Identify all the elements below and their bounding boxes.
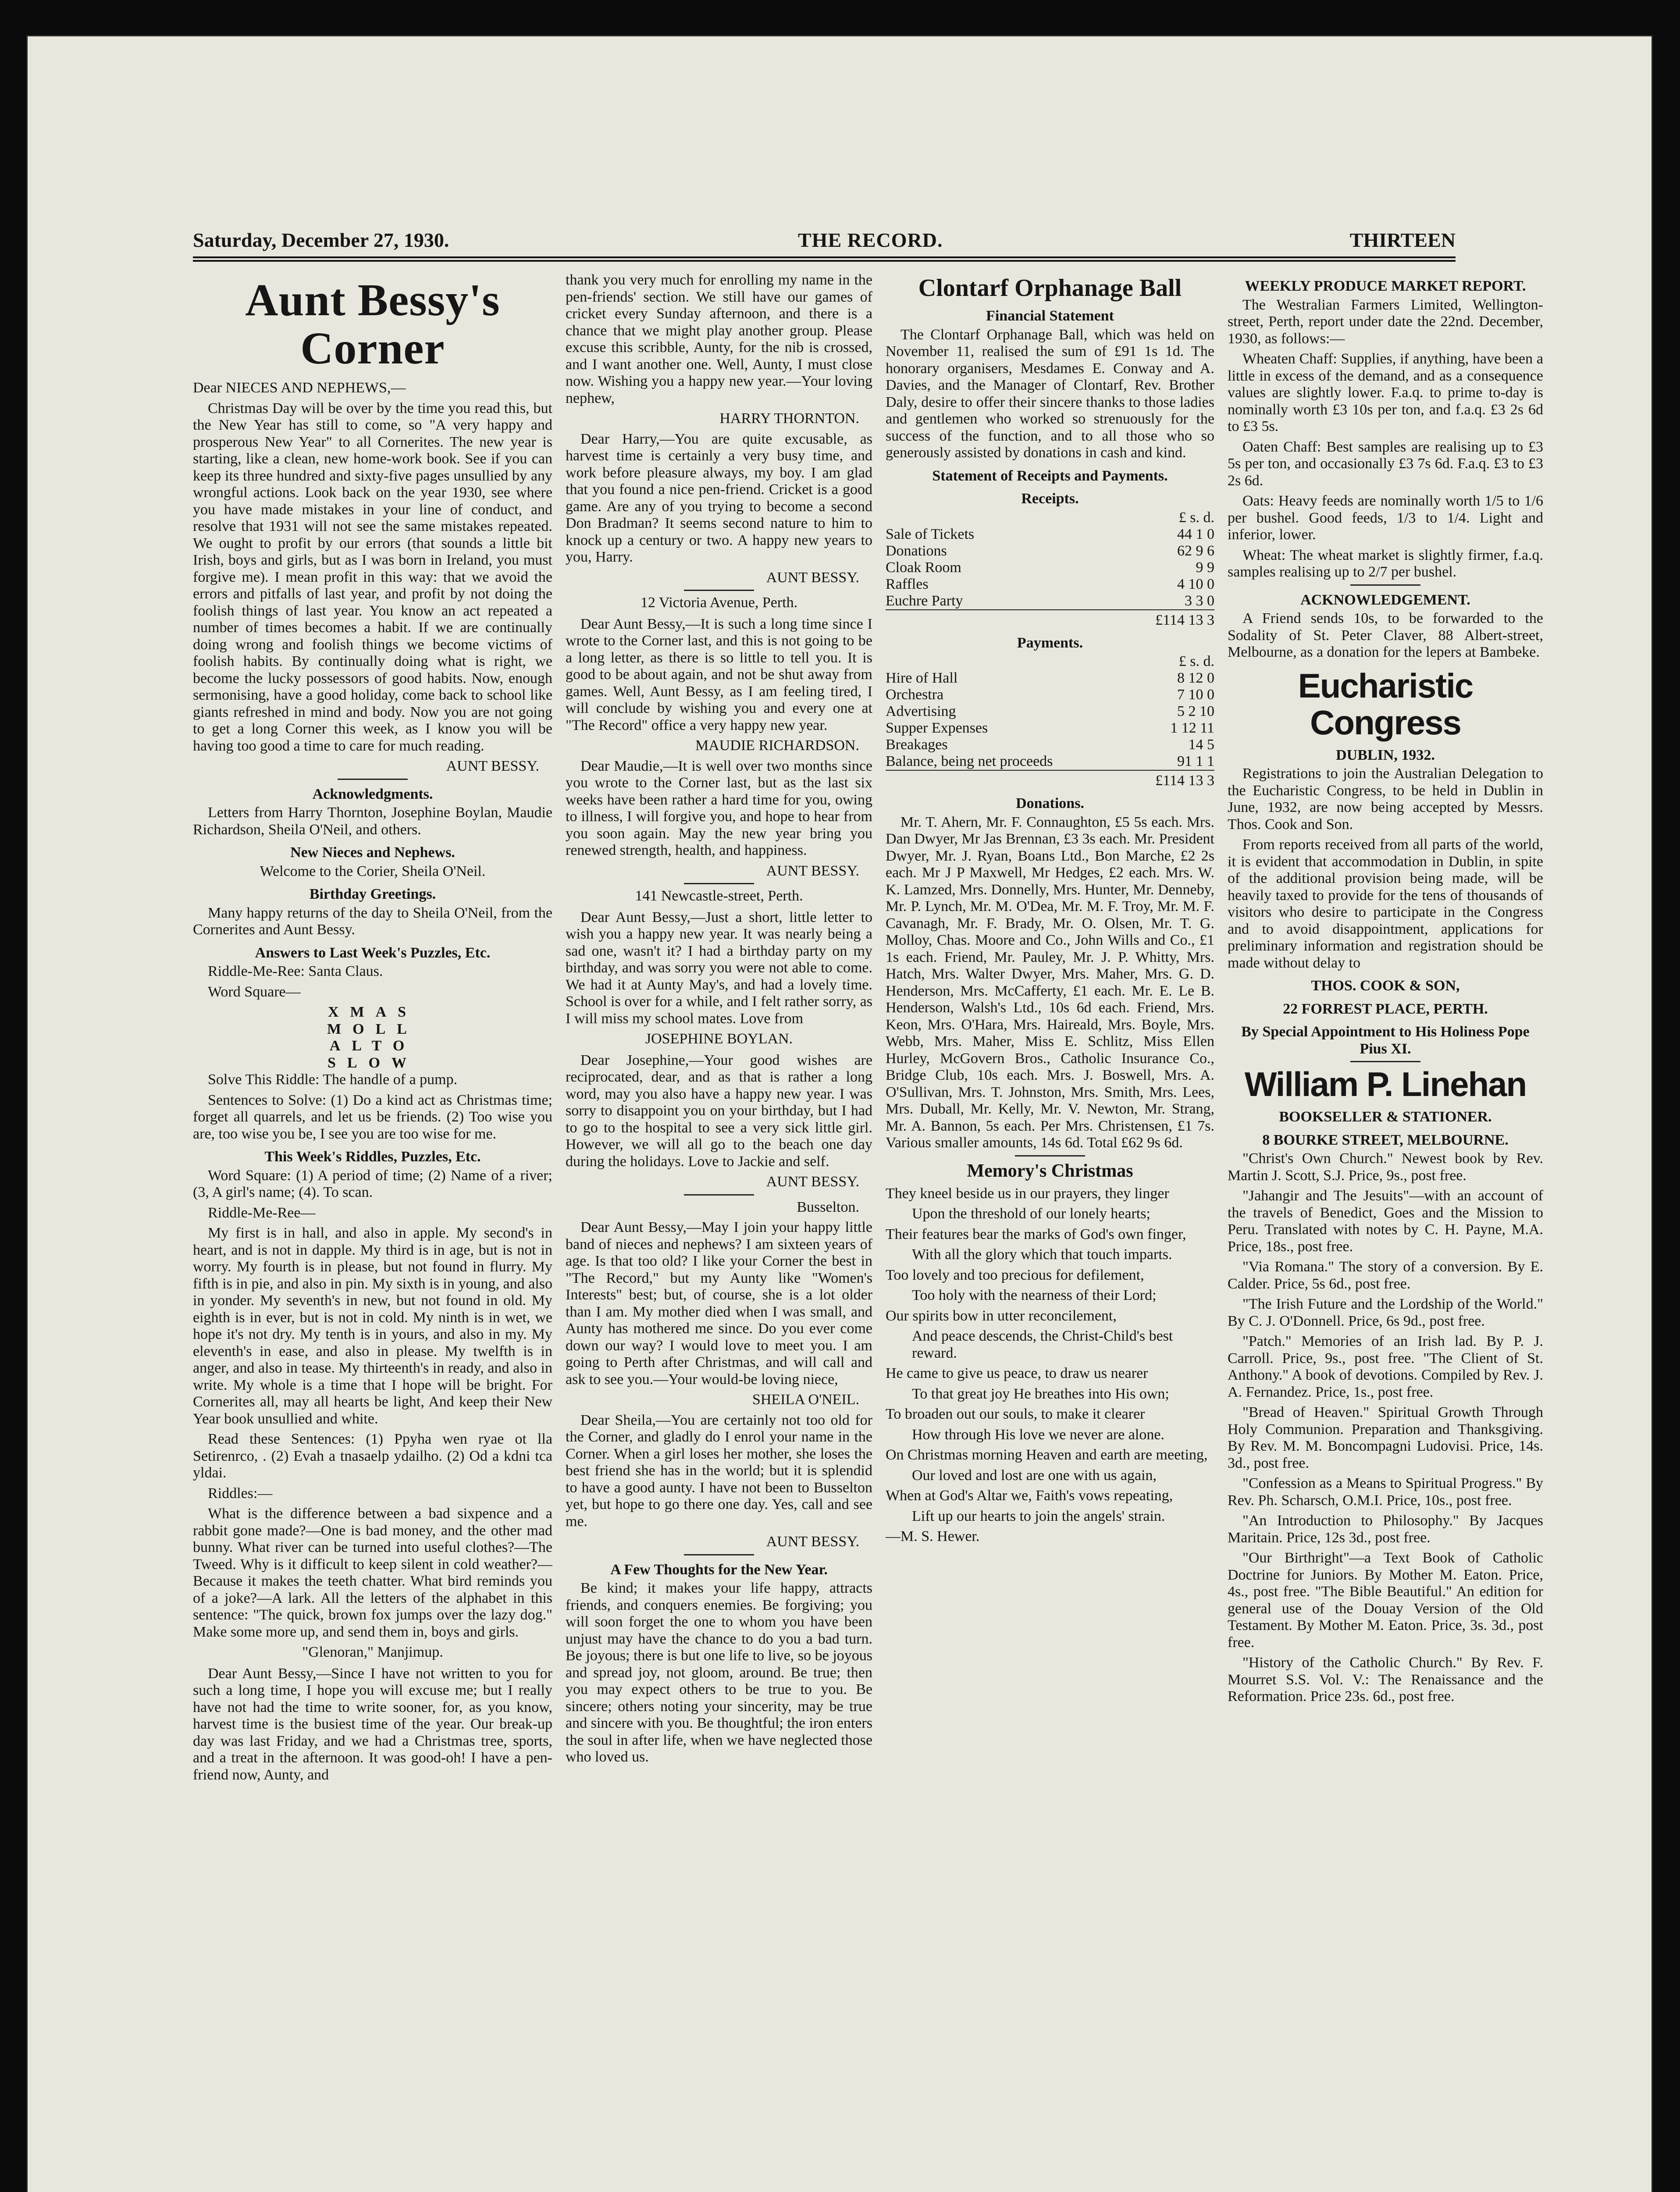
- produce-chaff: Wheaten Chaff: Supplies, if anything, have been a little in excess of the demand, and as a consequence values are slightly lower. F.a.q. to prime to-day is nominally worth £3 10s per ton, and f.a.q. £3 2s 6d to £3 5s.: [1228, 351, 1543, 434]
- column-notices: [1228, 272, 1543, 2192]
- produce-intro: The Westralian Farmers Limited, Wellington-street, Perth, report under date the 22nd. December, 1930, as follows:—: [1228, 296, 1543, 347]
- table-row: [886, 526, 1214, 543]
- aunt-bessy-title: Aunt Bessy's Corner: [245, 275, 500, 374]
- row-label: Advertising: [886, 703, 956, 719]
- row-label: Euchre Party: [886, 592, 963, 609]
- produce-heading: WEEKLY PRODUCE MARKET REPORT.: [1245, 278, 1526, 294]
- produce-oats: Oats: Heavy feeds are nominally worth 1/5 to 1/6 per bushel. Good feeds, 1/3 to 1/4. Light and inferior, lower.: [1228, 493, 1543, 543]
- row-value: 14 5: [1188, 737, 1214, 753]
- riddles-label: Riddles:—: [208, 1485, 273, 1502]
- linehan-address: 8 BOURKE STREET, MELBOURNE.: [1262, 1132, 1509, 1148]
- book-listing: "An Introduction to Philosophy." By Jacques Maritain. Price, 12s 3d., post free.: [1228, 1512, 1543, 1546]
- payments-total: £114 13 3: [1149, 770, 1214, 789]
- poem-line: Lift up our hearts to join the angels' strain.: [912, 1508, 1165, 1524]
- table-row: [886, 593, 1214, 610]
- lsd-header: £ s. d.: [1178, 509, 1214, 526]
- ack-heading: Acknowledgments.: [312, 786, 433, 802]
- divider: [684, 590, 754, 591]
- table-row: [886, 576, 1214, 593]
- ack-text: Letters from Harry Thornton, Josephine Boylan, Maudie Richardson, Sheila O'Neil, and others.: [193, 804, 552, 838]
- glenoran-letter: Dear Aunt Bessy,—Since I have not written to you for such a long time, I hope you will excuse me; but I really have not had the time to write sooner, for, as you know, harvest time is the busiest time of the year. Our break-up day was last Friday, and we had a Christmas tree, sports, and a treat in the afternoon. It was good-oh! I have a pen-friend now, Aunty, and: [193, 1665, 552, 1783]
- row-value: 9 9: [1196, 559, 1214, 576]
- appointment: By Special Appointment to His Holiness Pope Pius XI.: [1241, 1024, 1530, 1057]
- divider: [1015, 1155, 1085, 1156]
- poem-line: To broaden out our souls, to make it clearer: [886, 1406, 1145, 1422]
- answers-square-label: Word Square—: [208, 983, 301, 1000]
- produce-oaten: Oaten Chaff: Best samples are realising up to £3 5s per ton, and occasionally £3 7s 6d. F.a.q. £3 to £3 2s 6d.: [1228, 438, 1543, 489]
- eucharistic-title: Eucharistic Congress: [1298, 666, 1473, 742]
- signature: AUNT BESSY.: [766, 569, 859, 586]
- row-label: Breakages: [886, 737, 948, 753]
- header-rule: [193, 256, 1456, 262]
- reply-sheila: Dear Sheila,—You are certainly not too old for the Corner, and gladly do I enrol your name in the Corner. When a girl loses her mother, she loses the best friend she has in the world; but it is splendid to have a good aunty. I have not been to Busselton yet, but hope to go there one day. Yes, call and see me.: [566, 1412, 872, 1530]
- poem-line: To that great joy He breathes into His own;: [912, 1385, 1169, 1402]
- greeting: Dear NIECES AND NEPHEWS,—: [193, 380, 406, 396]
- new-members-text: Welcome to the Corier, Sheila O'Neil.: [260, 863, 486, 879]
- column-aunt-bessy: [193, 272, 552, 2192]
- signature: MAUDIE RICHARDSON.: [695, 737, 859, 754]
- poem-line: On Christmas morning Heaven and earth are meeting,: [886, 1447, 1208, 1463]
- row-value: 62 9 6: [1177, 542, 1214, 559]
- answers-sentences: Sentences to Solve: (1) Do a kind act as Christmas time; forget all quarrels, and let us be friends. (2) Too wise you are, too wise you be, I see you are too wise for me.: [193, 1092, 552, 1142]
- signature: AUNT BESSY.: [766, 862, 859, 879]
- lsd-header: £ s. d.: [1178, 653, 1214, 669]
- donations-heading: Donations.: [1016, 795, 1084, 811]
- sheila-letter: Dear Aunt Bessy,—May I join your happy little band of nieces and nephews? I am sixteen years of age. Is that too old? I like your Corner the best in "The Record," but my Aunty like "Women's Interests" best; but, of course, she is a lot older than I am. My mother died when I was small, and Aunty has mothered me since. Do you ever come down our way? I would love to meet you. I am going to Perth after Christmas, and will call and ask to see you.—Your would-be loving niece,: [566, 1219, 872, 1388]
- poem-line: Our loved and lost are one with us again,: [912, 1467, 1157, 1484]
- new-members-heading: New Nieces and Nephews.: [290, 844, 455, 861]
- word-square-row: MOLL: [327, 1021, 418, 1037]
- column-clontarf: [886, 272, 1214, 2192]
- divider: [1350, 1061, 1420, 1062]
- row-label: Balance, being net proceeds: [886, 753, 1053, 769]
- book-listing: "Christ's Own Church." Newest book by Rev. Martin J. Scott, S.J. Price, 9s., post free.: [1228, 1150, 1543, 1184]
- cook-address: 22 FORREST PLACE, PERTH.: [1283, 1000, 1488, 1017]
- financial-heading: Financial Statement: [986, 308, 1114, 324]
- poem-author: —M. S. Hewer.: [886, 1528, 980, 1544]
- row-value: 91 1 1: [1177, 753, 1214, 769]
- row-label: Donations: [886, 542, 947, 559]
- signature: AUNT BESSY.: [766, 1174, 859, 1190]
- cook-name: THOS. COOK & SON,: [1311, 978, 1460, 994]
- riddle-me-ree: My first is in hall, and also in apple. My second's in heart, and is not in dapple. My third is in age, but is not in worry. My fourth is in please, but not found in flurry. My fifth is in pie, and also in pin. My sixth is in young, and also in yonder. My seventh's in new, but not found in old. My eighth is in ever, but is not in cold. My ninth is in wet, we hope it's not dry. My tenth is in yours, and also in my. My eleventh's in ease, and also in please. My twelfth is in anger, and also in tease. My thirteenth's in ready, and also in write. My whole is a time that I hope will be bright. For Cornerites all, may all hearts be light, And keep their New Year book unsullied and white.: [193, 1225, 552, 1427]
- book-listing: "Jahangir and The Jesuits"—with an account of the travels of Benedict, Goes and the Mission to Peru. Translated with notes by C. H. Payne, M.A. Price, 18s., post free.: [1228, 1188, 1543, 1255]
- thoughts-text: Be kind; it makes your life happy, attracts friends, and conquers enemies. Be forgiving; you will soon forget the one to whom you have been unjust may have the chance to do you a bad turn. Be joyous; there is but one life to live, so be joyous and spread joy, not gloom, around. Be true; then you may expect others to be true to you. Be sincere; others noting your sincerity, may be true and sincere with you. Be thoughtful; the iron enters the soul in after life, when we have neglected those who loved us.: [566, 1580, 872, 1765]
- word-square-row: XMAS: [327, 1004, 418, 1020]
- table-row: [886, 687, 1214, 703]
- table-row: [886, 703, 1214, 720]
- row-label: Orchestra: [886, 687, 944, 703]
- poem-line: How through His love we never are alone.: [912, 1426, 1164, 1443]
- table-row: [886, 753, 1214, 770]
- reply-maudie: Dear Maudie,—It is well over two months since you wrote to the Corner last, but as the last six weeks have been rather a hard time for you, owing to illness, I will forgive you, and hope to hear from you soon again. May the new year bring you renewed strength, health, and happiness.: [566, 758, 872, 858]
- page-number: THIRTEEN: [1349, 229, 1456, 251]
- produce-wheat: Wheat: The wheat market is slightly firmer, f.a.q. samples realising up to 2/7 per bushel.: [1228, 547, 1543, 580]
- week-square: Word Square: (1) A period of time; (2) Name of a river; (3, A girl's name; (4). To scan.: [193, 1167, 552, 1200]
- book-listing: "Our Birthright"—a Text Book of Catholic Doctrine for Juniors. By Mother M. Eaton. Price, 4s., post free. "The Bible Beautiful." An edition for general use of the Douay Version of the Old Testament. By Mother M. Eaton. Price, 3s. 3d., post free.: [1228, 1550, 1543, 1651]
- divider: [1350, 584, 1420, 586]
- week-puzzles-heading: This Week's Riddles, Puzzles, Etc.: [264, 1149, 481, 1165]
- book-listing: "Via Romana." The story of a conversion. By E. Calder. Price, 5s 6d., post free.: [1228, 1259, 1543, 1292]
- book-listing: "The Irish Future and the Lordship of the World." By C. J. O'Donnell. Price, 6s 9d., post free.: [1228, 1296, 1543, 1329]
- maudie-letter: Dear Aunt Bessy,—It is such a long time since I wrote to the Corner last, and this is not going to be a long letter, as there is so little to tell you. It is good to be about again, and not be shut away from games. Well, Aunt Bessy, as I am feeling tired, I will conclude by wishing you and every one at "The Record" office a very happy new year.: [566, 616, 872, 733]
- poem: [886, 1185, 1214, 1545]
- receipts-table: [886, 509, 1214, 629]
- clontarf-intro: The Clontarf Orphanage Ball, which was held on November 11, realised the sum of £91 1s 1d. The honorary organisers, Mesdames E. Conway and A. Davies, and the Manager of Clontarf, Rev. Brother Daly, desire to offer their sincere thanks to those ladies and gentlemen who worked so strenuously for the success of the function, and to all those who so generously assisted by donations in cash and kind.: [886, 326, 1214, 461]
- linehan-title: William P. Linehan: [1244, 1065, 1527, 1103]
- payments-heading: Payments.: [1017, 634, 1083, 651]
- payments-table: [886, 653, 1214, 789]
- row-label: Supper Expenses: [886, 720, 988, 736]
- eucharistic-p2: From reports received from all parts of the world, it is evident that accommodation in Dublin, in spite of the additional provision being made, will be heavily taxed to provide for the tens of thousands of visitors who desire to participate in the Congress and to avoid disappointment, applications for preliminary information and registration should be made without delay to: [1228, 836, 1543, 971]
- table-row: [886, 610, 1214, 629]
- table-row: [886, 720, 1214, 737]
- row-value: 8 12 0: [1177, 670, 1214, 686]
- divider: [338, 779, 408, 780]
- paper-title: THE RECORD.: [798, 229, 943, 251]
- reply-harry: Dear Harry,—You are quite excusable, as harvest time is certainly a very busy time, and work before pleasure always, my boy. I am glad that you found a nice pen-friend. Cricket is a good game. Are any of you trying to become a second Don Bradman? It seems second nature to him to knock up a century or two. A happy new years to you, Harry.: [566, 431, 872, 565]
- birthday-heading: Birthday Greetings.: [309, 886, 436, 902]
- eucharistic-p1: Registrations to join the Australian Delegation to the Eucharistic Congress, to be held in Dublin in June, 1932, are now being accepted by Messrs. Thos. Cook and Son.: [1228, 765, 1543, 833]
- table-row: [886, 509, 1214, 526]
- page-header: [193, 224, 1456, 254]
- riddles-text: What is the difference between a bad sixpence and a rabbit gone made?—One is bad money, and the other mad bunny. What river can be turned into useful clothes?—The Tweed. Why is it difficult to keep silent in cold weather?—Because it makes the teeth chatter. What bird reminds you of a joke?—A lark. All the letters of the alphabet in this sentence: "The quick, brown fox jumps over the lazy dog." Make some more up, and send them in, boys and girls.: [193, 1505, 552, 1640]
- reply-josephine: Dear Josephine,—Your good wishes are reciprocated, dear, and as that is rather a long word, may you also have a happy new year. I was sorry to disappoint you on your birthday, but I had to go to the hospital to see a very sick little girl. However, we will all go to the beach one day during the holidays. Love to Jackie and self.: [566, 1052, 872, 1170]
- maudie-address: 12 Victoria Avenue, Perth.: [640, 594, 798, 611]
- glenoran-address: "Glenoran," Manjimup.: [302, 1644, 443, 1660]
- receipts-total: £114 13 3: [1149, 610, 1214, 629]
- row-value: 44 1 0: [1177, 526, 1214, 542]
- answers-pump: Solve This Riddle: The handle of a pump.: [208, 1071, 458, 1088]
- harry-letter: thank you very much for enrolling my name in the pen-friends' section. We still have our games of cricket every Sunday afternoon, and there is a chance that we might play another group. Please excuse this scribble, Aunty, for the nib is crossed, and I want another one. Well, Aunty, I must close now. Wishing you a happy new year.—Your loving nephew,: [566, 272, 872, 406]
- statement-heading: Statement of Receipts and Payments.: [932, 467, 1168, 484]
- poem-line: Too holy with the nearness of their Lord;: [912, 1287, 1157, 1303]
- row-value: 1 12 11: [1170, 720, 1214, 736]
- word-square-row: ALTO: [329, 1038, 416, 1054]
- issue-date: Saturday, December 27, 1930.: [193, 229, 449, 251]
- row-label: Hire of Hall: [886, 670, 958, 686]
- josephine-address: 141 Newcastle-street, Perth.: [635, 888, 803, 904]
- aunt-letter: Christmas Day will be over by the time you read this, but the New Year has still to come, so "A very happy and prosperous New Year" to all Cornerites. The new year is starting, like a clean, new home-work book. See if you can keep its three hundred and sixty-five pages unsullied by any wrongful actions. Look back on the year 1930, see where you have made mistakes in your line of conduct, and resolve that 1931 will not see the same mistakes repeated. We ought to profit by our errors (that sounds a little bit Irish, boys and girls, but as I was born in Ireland, you must forgive me). I mean profit in this way: that we avoid the errors and pitfalls of last year, and profit by not doing the foolish things of last year. You know an act repeated a number of times becomes a habit. If we are continually doing wrong and foolish things we become victims of foolish habits. By continually doing what is right, we become the lucky possessors of good habits. Now, enough sermonising, have a good holiday, come back to school like giants refreshed in mind and body. Now you are not going to get a long Corner this week, as I know you will be having too good a time to care for much reading.: [193, 400, 552, 754]
- column-letters: [566, 272, 872, 2192]
- table-row: [886, 670, 1214, 687]
- signature: JOSEPHINE BOYLAN.: [645, 1031, 793, 1047]
- poem-line: And peace descends, the Christ-Child's best reward.: [912, 1328, 1173, 1361]
- poem-line: He came to give us peace, to draw us nearer: [886, 1365, 1148, 1381]
- sheila-address: Busselton.: [797, 1199, 859, 1215]
- table-row: [886, 559, 1214, 576]
- row-value: 3 3 0: [1185, 592, 1214, 609]
- row-value: 7 10 0: [1177, 687, 1214, 703]
- signature: AUNT BESSY.: [446, 758, 539, 774]
- week-riddle-label: Riddle-Me-Ree—: [208, 1204, 316, 1221]
- row-value: 4 10 0: [1177, 576, 1214, 592]
- divider: [684, 883, 754, 884]
- signature: AUNT BESSY.: [766, 1534, 859, 1550]
- divider: [684, 1194, 754, 1196]
- newspaper-page: [26, 35, 1653, 2192]
- signature: HARRY THORNTON.: [719, 410, 859, 427]
- josephine-letter: Dear Aunt Bessy,—Just a short, little letter to wish you a happy new year. It was nearly being a sad one, wasn't it? I had a birthday party on my birthday, and was sorry you were not able to come. We had it at Aunty May's, and had a lovely time. School is over for a while, and I felt rather sorry, as I will miss my school mates. Love from: [566, 909, 872, 1027]
- answers-heading: Answers to Last Week's Puzzles, Etc.: [255, 944, 491, 961]
- eucharistic-sub: DUBLIN, 1932.: [1336, 747, 1435, 763]
- acknowledgement-heading: ACKNOWLEDGEMENT.: [1300, 591, 1470, 608]
- table-row: [886, 653, 1214, 670]
- poem-title: Memory's Christmas: [967, 1160, 1133, 1181]
- row-label: Cloak Room: [886, 559, 961, 576]
- linehan-sub: BOOKSELLER & STATIONER.: [1279, 1109, 1492, 1125]
- thoughts-heading: A Few Thoughts for the New Year.: [610, 1561, 828, 1578]
- poem-line: Too lovely and too precious for defilement,: [886, 1267, 1144, 1283]
- table-row: [886, 543, 1214, 559]
- poem-line: They kneel beside us in our prayers, they linger: [886, 1185, 1169, 1202]
- answers-riddle: Riddle-Me-Ree: Santa Claus.: [208, 963, 383, 979]
- word-square-row: SLOW: [327, 1054, 418, 1071]
- read-sentences: Read these Sentences: (1) Ppyha wen ryae ot lla Setirenrco, . (2) Evah a tnasaelp ydailho. (2) Od a kdni tca yldai.: [193, 1431, 552, 1481]
- book-listing: "History of the Catholic Church." By Rev. F. Mourret S.S. Vol. V.: The Renaissance and the Reformation. Price 23s. 6d., post free.: [1228, 1655, 1543, 1704]
- row-label: Raffles: [886, 576, 929, 592]
- table-row: [886, 770, 1214, 789]
- poem-line: When at God's Altar we, Faith's vows repeating,: [886, 1487, 1173, 1504]
- birthday-text: Many happy returns of the day to Sheila O'Neil, from the Cornerites and Aunt Bessy.: [193, 904, 552, 938]
- book-listing: "Patch." Memories of an Irish lad. By P. J. Carroll. Price, 9s., post free. "The Client of St. Anthony." A book of devotions. Compiled by Rev. J. A. Fernandez. Price, 1s., post free.: [1228, 1333, 1543, 1400]
- poem-line: With all the glory which that touch imparts.: [912, 1246, 1172, 1263]
- signature: SHEILA O'NEIL.: [752, 1391, 859, 1408]
- row-label: Sale of Tickets: [886, 526, 975, 542]
- poem-line: Their features bear the marks of God's own finger,: [886, 1226, 1186, 1242]
- donations-text: Mr. T. Ahern, Mr. F. Connaughton, £5 5s each. Mrs. Dan Dwyer, Mr Jas Brennan, £3 3s each. Mr. President Dwyer, Mr. J. Ryan, Boans Ltd., Bon Marche, £2 2s each. Mr J P Maxwell, Mr Hedges, £2 each. Mrs. W. K. Lamzed, Mrs. Donnelly, Mrs. Hunter, Mr. Denneby, Mr. P. Lynch, Mr. M. O'Dea, Mr. M. F. Troy, Mr. M. F. Cavanagh, Mr. F. Brady, Mr. O. Olsen, Mr. T. G. Molloy, Chas. Moore and Co., John Wills and Co., £1 1s each. Friend, Mr. Pauley, Mr. J. P. Whitty, Mrs. Hatch, Mrs. Walter Dwyer, Mrs. Maher, Mrs. G. D. Henderson, Mrs. McCafferty, £1 each. Mr. E. Le B. Henderson, Walsh's Ltd., 10s 6d each. Friend, Mrs. Keon, Mrs. O'Hara, Mrs. Haireald, Mrs. Boyle, Mrs. Webb, Mrs. Maher, Miss E. Schlitz, Miss Ellen Hurley, McGovern Bros., Catholic Insurance Co., Bridge Club, 10s each. Mrs. J. Boswell, Mrs. A. O'Sullivan, Mrs. T. Johnston, Mrs. Smith, Mrs. Lees, Mrs. Duball, Mr. Kelly, Mr. V. Newton, Mr. Strang, Mr. A. Bannon, 5s each. Per Mrs. Christensen, £1 7s. Various smaller amounts, 14s 6d. Total £62 9s 6d.: [886, 814, 1214, 1151]
- poem-line: Our spirits bow in utter reconcilement,: [886, 1307, 1117, 1324]
- receipts-heading: Receipts.: [1021, 491, 1079, 507]
- row-value: 5 2 10: [1177, 703, 1214, 719]
- acknowledgement-text: A Friend sends 10s, to be forwarded to the Sodality of St. Peter Claver, 88 Albert-street, Melbourne, as a donation for the lepers at Bambeke.: [1228, 610, 1543, 660]
- book-listing: "Confession as a Means to Spiritual Progress." By Rev. Ph. Scharsch, O.M.I. Price, 10s., post free.: [1228, 1475, 1543, 1509]
- table-row: [886, 737, 1214, 753]
- clontarf-title: Clontarf Orphanage Ball: [918, 274, 1182, 302]
- divider: [684, 1554, 754, 1555]
- book-listing: "Bread of Heaven." Spiritual Growth Through Holy Communion. Preparation and Thanksgiving. By Rev. M. M. Boncompagni Ludovisi. Price, 14s. 3d., post free.: [1228, 1404, 1543, 1471]
- poem-line: Upon the threshold of our lonely hearts;: [912, 1206, 1150, 1222]
